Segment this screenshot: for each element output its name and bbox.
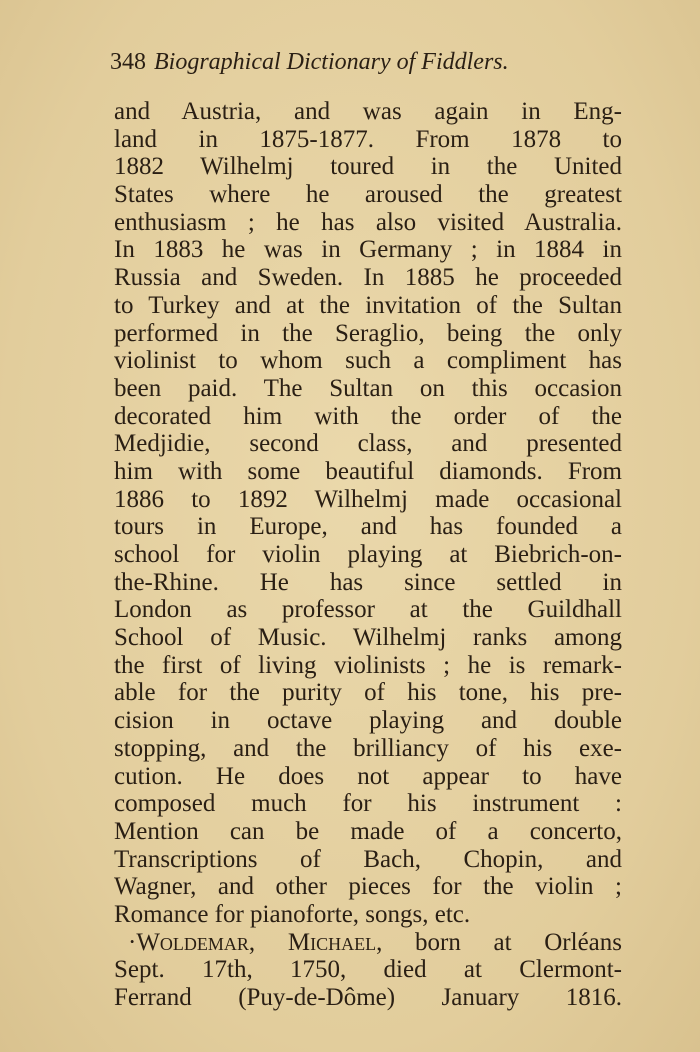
- page-number: 348: [110, 49, 146, 75]
- text-line: London as professor at the Guildhall: [114, 596, 622, 624]
- text-line: 1886 to 1892 Wilhelmj made occasional: [114, 485, 622, 513]
- text-line: Transcriptions of Bach, Chopin, and: [114, 845, 622, 873]
- text-line: composed much for his instrument :: [114, 790, 622, 818]
- text-line: tours in Europe, and has founded a: [114, 513, 622, 541]
- running-head: [110, 44, 590, 80]
- text-line: States where he aroused the greatest: [114, 181, 622, 209]
- text-line: Mention can be made of a concerto,: [114, 817, 622, 845]
- text-line: school for violin playing at Biebrich-on-: [114, 541, 622, 568]
- text-line: land in 1875-1877. From 1878 to: [114, 125, 622, 153]
- text-line: stopping, and the brilliancy of his exe-: [114, 734, 622, 762]
- text-line: In 1883 he was in Germany ; in 1884 in: [114, 236, 622, 264]
- entry-text: born at Orléans: [382, 928, 622, 956]
- text-line: enthusiasm ; he has also visited Australia.: [114, 208, 622, 236]
- text-line: Ferrand (Puy-de-Dôme) January 1816.: [114, 984, 622, 1011]
- text-line: cution. He does not appear to have: [114, 762, 622, 790]
- text-line: to Turkey and at the invitation of the Sultan: [114, 291, 622, 319]
- text-line: him with some beautiful diamonds. From: [114, 457, 622, 485]
- text-line: Medjidie, second class, and presented: [114, 430, 622, 458]
- body-text: [114, 98, 622, 1012]
- text-line: Sept. 17th, 1750, died at Clermont-: [114, 956, 622, 984]
- text-line: Russia and Sweden. In 1885 he proceeded: [114, 264, 622, 292]
- entry-name: ·Woldemar, Michael,: [128, 928, 383, 956]
- text-line: the-Rhine. He has since settled in: [114, 568, 622, 596]
- text-line: violinist to whom such a compliment has: [114, 347, 622, 375]
- text-line: and Austria, and was again in Eng-: [114, 98, 622, 125]
- text-line: School of Music. Wilhelmj ranks among: [114, 624, 622, 652]
- text-line: Romance for pianoforte, songs, etc.: [114, 900, 471, 928]
- text-line: performed in the Seraglio, being the only: [114, 319, 622, 347]
- text-line: Wagner, and other pieces for the violin ;: [114, 873, 622, 901]
- text-line: cision in octave playing and double: [114, 707, 622, 735]
- running-title: Biographical Dictionary of Fiddlers.: [154, 49, 509, 75]
- text-line: been paid. The Sultan on this occasion: [114, 374, 622, 402]
- text-line: 1882 Wilhelmj toured in the United: [114, 153, 622, 181]
- text-line: able for the purity of his tone, his pre-: [114, 679, 622, 707]
- text-line: the first of living violinists ; he is remark-: [114, 651, 622, 679]
- entry-first-line: [114, 929, 622, 957]
- text-line: decorated him with the order of the: [114, 402, 622, 430]
